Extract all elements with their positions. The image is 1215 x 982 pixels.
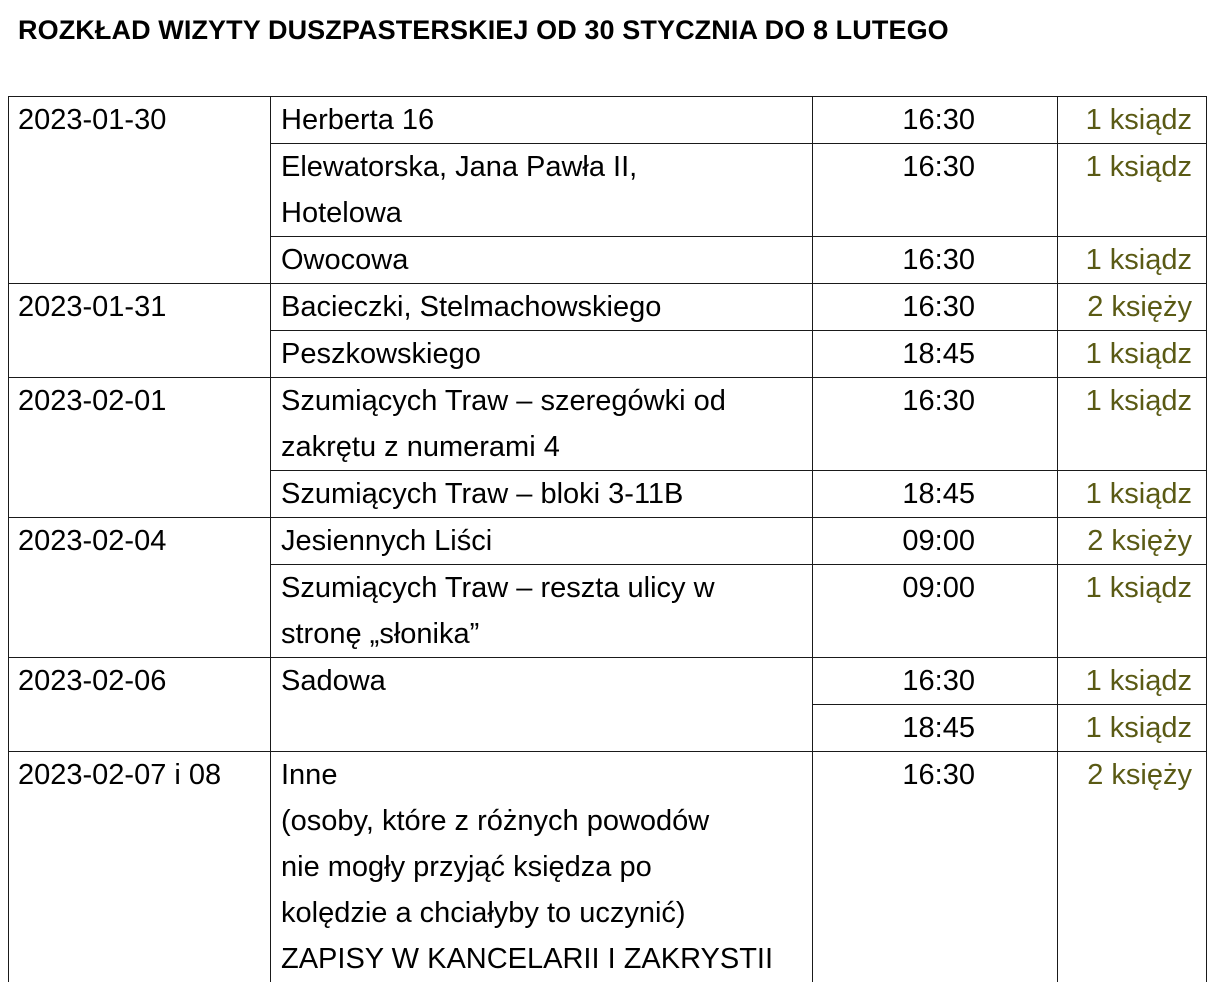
- time-cell: 09:00: [813, 565, 1058, 658]
- priest-count-cell: 1 ksiądz: [1058, 144, 1207, 237]
- priest-count-cell: 1 ksiądz: [1058, 97, 1207, 144]
- priest-count-cell: 1 ksiądz: [1058, 331, 1207, 378]
- table-row: [9, 518, 1207, 565]
- street-cell: Peszkowskiego: [271, 331, 813, 378]
- time-cell: 16:30: [813, 658, 1058, 705]
- priest-count-cell: 1 ksiądz: [1058, 471, 1207, 518]
- table-row: [9, 97, 1207, 144]
- page-title: ROZKŁAD WIZYTY DUSZPASTERSKIEJ OD 30 STYCZNIA DO 8 LUTEGO: [18, 10, 949, 50]
- date-cell: 2023-02-01: [9, 378, 271, 518]
- time-cell: 16:30: [813, 97, 1058, 144]
- street-cell: Jesiennych Liści: [271, 518, 813, 565]
- priest-count-cell: 1 ksiądz: [1058, 705, 1207, 752]
- date-cell: 2023-01-31: [9, 284, 271, 378]
- time-cell: 16:30: [813, 284, 1058, 331]
- street-cell: Owocowa: [271, 237, 813, 284]
- priest-count-cell: 2 księży: [1058, 284, 1207, 331]
- priest-count-cell: 2 księży: [1058, 518, 1207, 565]
- table-row: [9, 752, 1207, 982]
- street-cell: Szumiących Traw – reszta ulicy w stronę „słonika”: [271, 565, 813, 658]
- street-cell: Szumiących Traw – szeregówki od zakrętu z numerami 4: [271, 378, 813, 471]
- time-cell: 09:00: [813, 518, 1058, 565]
- street-cell: Inne (osoby, które z różnych powodów nie mogły przyjąć księdza po kolędzie a chciałyby to uczynić) ZAPISY W KANCELARII I ZAKRYSTII: [271, 752, 813, 982]
- time-cell: 18:45: [813, 331, 1058, 378]
- time-cell: 16:30: [813, 237, 1058, 284]
- priest-count-cell: 1 ksiądz: [1058, 658, 1207, 705]
- time-cell: 16:30: [813, 378, 1058, 471]
- time-cell: 16:30: [813, 752, 1058, 982]
- date-cell: 2023-02-04: [9, 518, 271, 658]
- time-cell: 18:45: [813, 705, 1058, 752]
- priest-count-cell: 1 ksiądz: [1058, 378, 1207, 471]
- priest-count-cell: 2 księży: [1058, 752, 1207, 982]
- table-row: [9, 378, 1207, 471]
- time-cell: 16:30: [813, 144, 1058, 237]
- priest-count-cell: 1 ksiądz: [1058, 565, 1207, 658]
- priest-count-cell: 1 ksiądz: [1058, 237, 1207, 284]
- street-cell: Sadowa: [271, 658, 813, 752]
- table-row: [9, 658, 1207, 705]
- table-row: [9, 284, 1207, 331]
- schedule-table: [8, 96, 1207, 982]
- date-cell: 2023-02-07 i 08: [9, 752, 271, 982]
- date-cell: 2023-01-30: [9, 97, 271, 284]
- street-cell: Elewatorska, Jana Pawła II, Hotelowa: [271, 144, 813, 237]
- street-cell: Szumiących Traw – bloki 3-11B: [271, 471, 813, 518]
- time-cell: 18:45: [813, 471, 1058, 518]
- street-cell: Bacieczki, Stelmachowskiego: [271, 284, 813, 331]
- date-cell: 2023-02-06: [9, 658, 271, 752]
- street-cell: Herberta 16: [271, 97, 813, 144]
